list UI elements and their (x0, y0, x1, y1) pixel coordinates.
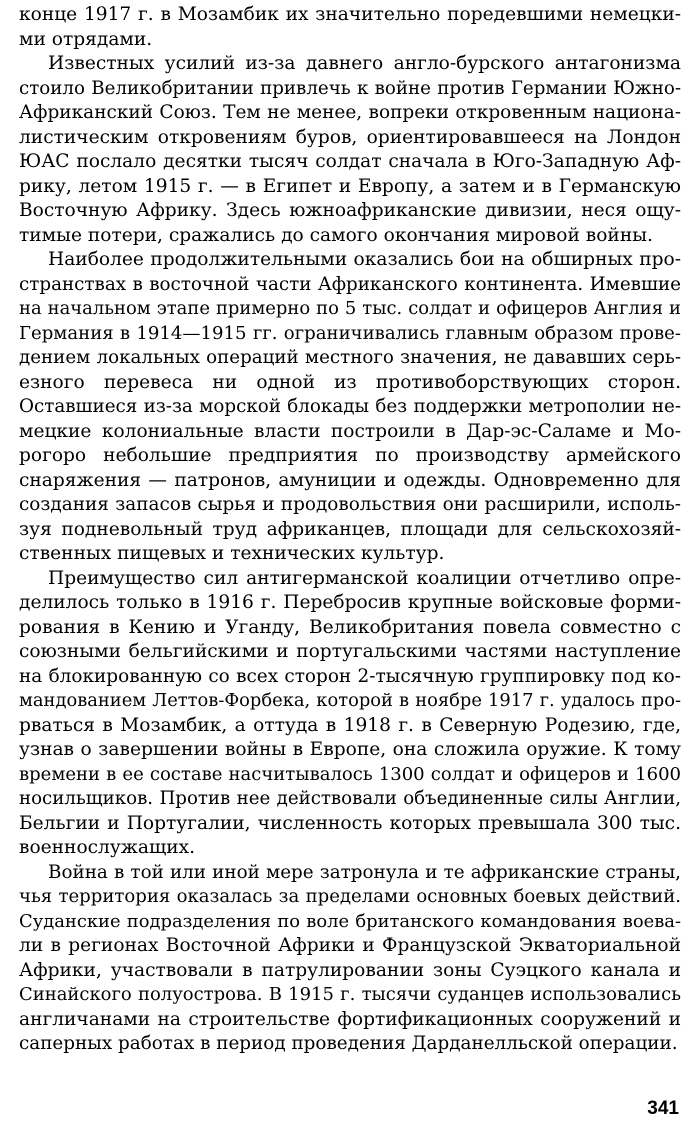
text-line: Германия в 1914—1915 гг. ограничивались главным образом прове- (19, 322, 681, 344)
text-line: тимые потери, сражались до самого окончания мировой войны. (19, 224, 653, 246)
text-line: рования в Кению и Уганду, Великобритания повела совместно с (19, 616, 681, 638)
text-line: конце 1917 г. в Мозамбик их значительно поредевшими немецки- (19, 4, 681, 25)
text-line: Африканский Союз. Тем не менее, вопреки откровенным национа- (19, 102, 681, 123)
page-number: 341 (647, 1098, 679, 1119)
text-line: на блокированную со всех сторон 2-тысячную группировку под ко- (19, 665, 681, 687)
text-line: ЮАС послало десятки тысяч солдат сначала в Юго-Западную Аф- (19, 151, 681, 172)
text-line: рику, летом 1915 г. — в Египет и Европу, а затем и в Германскую (19, 175, 681, 197)
text-line: саперных работах в период проведения Дарданелльской операции. (19, 1033, 678, 1054)
text-line: на начальном этапе примерно по 5 тыс. солдат и офицеров Англия и (19, 298, 681, 319)
text-line: союзными бельгийскими и португальскими частями наступление (19, 641, 681, 662)
text-line: Африки, участвовали в патрулировании зоны Суэцкого канала и (19, 959, 681, 981)
text-line: Наиболее продолжительными оказались бои на обширных про- (48, 249, 681, 270)
text-line: Преимущество сил антигерманской коалиции отчетливо опре- (48, 567, 681, 589)
text-line: Синайского полуострова. В 1915 г. тысячи суданцев использовались (19, 984, 681, 1005)
text-line: Война в той или иной мере затронула и те африканские страны, (48, 861, 681, 883)
text-line: зуя подневольный труд африканцев, площади для сельскохозяй- (19, 518, 681, 540)
text-line: англичанами на строительстве фортификационных сооружений и (19, 1008, 681, 1030)
paragraph-3 (19, 248, 681, 567)
text-line: носильщиков. Против нее действовали объединенные силы Англии, (19, 788, 681, 809)
text-line: снаряжения — патронов, амуниции и одежды. Одновременно для (19, 469, 681, 491)
text-line: Оставшиеся из-за морской блокады без поддержки метрополии не- (19, 396, 681, 417)
text-line: рогоро небольшие предприятия по производству армейского (19, 445, 681, 466)
text-line: Бельгии и Португалии, численность которых превышала 300 тыс. (19, 812, 681, 834)
text-line: ственных пищевых и технических культур. (19, 543, 445, 564)
text-line: листическим откровениям буров, ориентировавшееся на Лондон (19, 126, 681, 148)
text-line: военнослужащих. (19, 837, 196, 858)
paragraph-5 (19, 861, 681, 1057)
text-line: мецкие колониальные власти построили в Дар-эс-Саламе и Мо- (19, 420, 681, 442)
text-line: странствах в восточной части Африканского континента. Имевшие (19, 273, 681, 295)
text-line: узнав о завершении войны в Европе, она сложила оружие. К тому (19, 739, 681, 760)
text-line: ми отрядами. (19, 28, 153, 50)
paragraph-1 (19, 3, 681, 52)
text-line: Восточную Африку. Здесь южноафриканские дивизии, неся ощу- (19, 200, 681, 221)
text-line: делилось только в 1916 г. Перебросив крупные войсковые форми- (19, 592, 681, 613)
text-line: чья территория оказалась за пределами основных боевых действий. (19, 886, 681, 907)
text-line: рваться в Мозамбик, а оттуда в 1918 г. в Северную Родезию, где, (19, 714, 681, 736)
text-line: времени в ее составе насчитывалось 1300 солдат и офицеров и 1600 (19, 763, 681, 785)
text-line: мандованием Леттов-Форбека, которой в ноябре 1917 г. удалось про- (19, 690, 681, 711)
text-line: дением локальных операций местного значения, не дававших серь- (19, 347, 681, 368)
text-line: ли в регионах Восточной Африки и Французской Экваториальной (19, 935, 681, 956)
text-line: Известных усилий из-за давнего англо-бурского антагонизма (48, 53, 681, 74)
paragraph-4 (19, 567, 681, 861)
text-line: создания запасов сырья и продовольствия они расширили, исполь- (19, 494, 681, 515)
text-line: Суданские подразделения по воле британского командования воева- (19, 910, 681, 932)
text-line: стоило Великобритании привлечь к войне против Германии Южно- (19, 77, 681, 99)
paragraph-2 (19, 52, 681, 248)
text-line: езного перевеса ни одной из противоборствующих сторон. (19, 371, 681, 393)
